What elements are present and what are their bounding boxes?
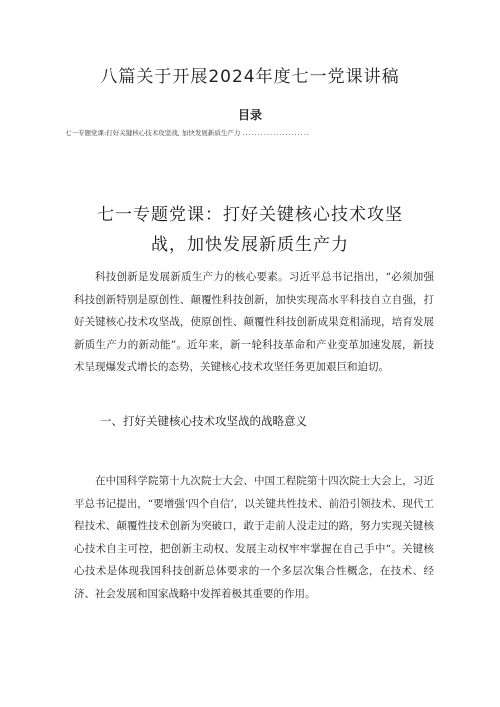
toc-entry-text: 七一专题党课:打好关键核心技术攻坚战, 加快发展新质生产力 <box>65 129 241 137</box>
toc-entry-leader: ...................... <box>242 129 310 137</box>
section-title-line-2: 战，加快发展新质生产力 <box>151 235 349 255</box>
section-title <box>60 200 440 260</box>
body-paragraph-1: 科技创新是发展新质生产力的核心要素。习近平总书记指出，“必须加强科技创新特别是原创性、颠覆性科技创新，加快实现高水平科技自立自强，打好关键核心技术攻坚战，使原创性、颠覆性科技创新成果竞相涌现，培育发展新质生产力的新动能”。近年来，新一轮科技革命和产业变革加速发展，新技术呈现爆发式增长的态势，关键核心技术攻坚任务更加艰巨和迫切。 <box>74 271 434 374</box>
section-title-line-1: 七一专题党课：打好关键核心技术攻坚 <box>97 205 403 225</box>
document-title: 八篇关于开展2024年度七一党课讲稿 <box>100 67 400 87</box>
body-paragraph-2: 在中国科学院第十九次院士大会、中国工程院第十四次院士大会上，习近平总书记提出，“要增强‘四个自信’，以关键共性技术、前沿引领技术、现代工程技术、颠覆性技术创新为突破口，敢于走前人没走过的路，努力实现关键核心技术自主可控，把创新主动权、发展主动权牢牢掌握在自己手中“。关键核心技术是体现我国科技创新总体要求的一个多层次集合性概念，在技术、经济、社会发展和国家战略中发挥着极其重要的作用。 <box>74 475 434 600</box>
toc-heading: 目录 <box>237 108 262 122</box>
subheading-1: 一、打好关键核心技术攻坚战的战略意义 <box>100 414 307 428</box>
toc-entry[interactable] <box>65 128 435 137</box>
